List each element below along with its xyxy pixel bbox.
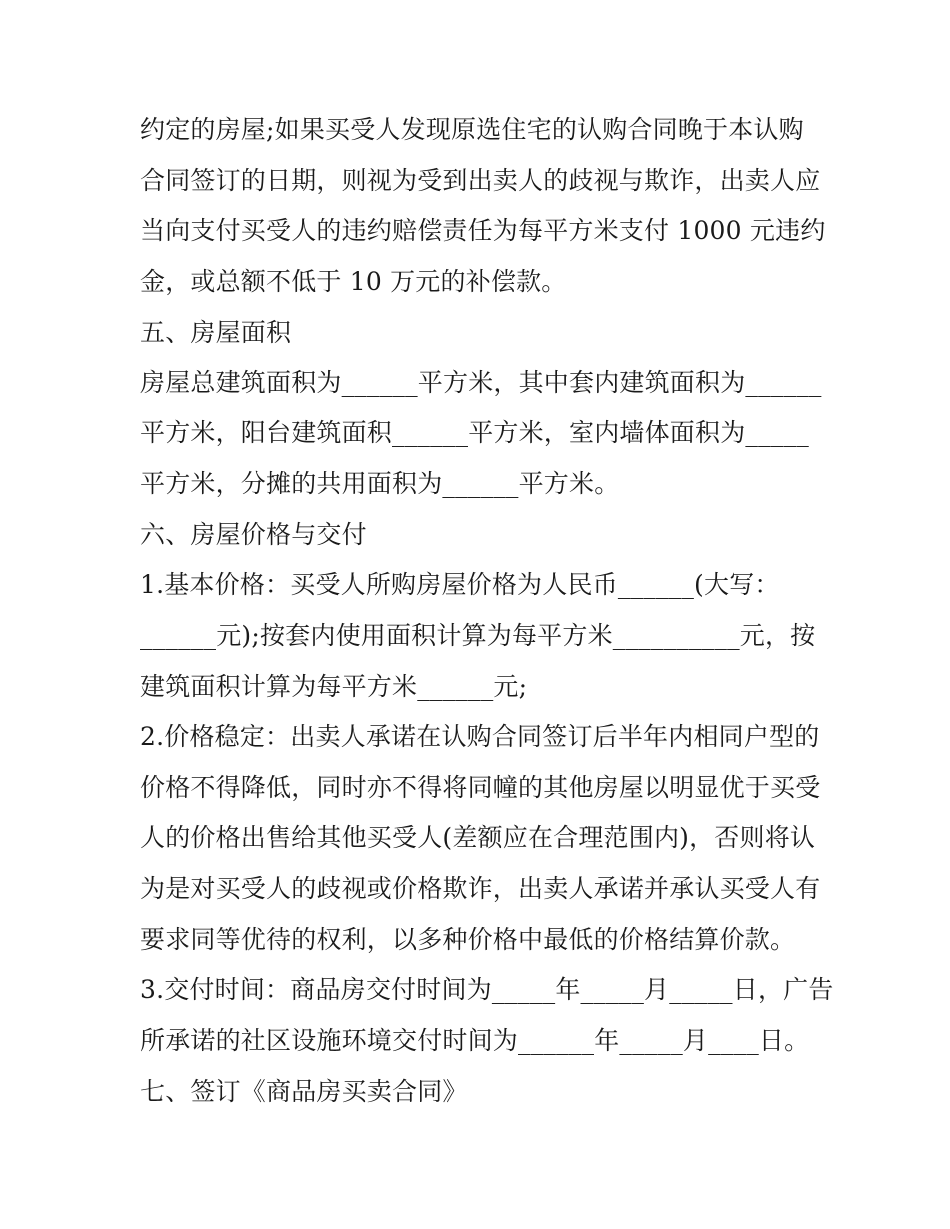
text-line: 当向支付买受人的违约赔偿责任为每平方米支付 1000 元违约 xyxy=(140,216,826,245)
text-line: 为是对买受人的歧视或价格欺诈，出卖人承诺并承认买受人有 xyxy=(140,874,821,903)
text-line: ______元);按套内使用面积计算为每平方米__________元，按 xyxy=(140,621,816,650)
text-line: 人的价格出售给其他买受人(差额应在合理范围内)，否则将认 xyxy=(140,823,816,852)
section-heading-contract: 七、签订《商品房买卖合同》 xyxy=(140,1077,468,1106)
text-line: 2.价格稳定：出卖人承诺在认购合同签订后半年内相同户型的 xyxy=(140,722,820,751)
text-line: 约定的房屋;如果买受人发现原选住宅的认购合同晚于本认购 xyxy=(140,115,804,144)
text-line: 3.交付时间：商品房交付时间为_____年_____月_____日，广告 xyxy=(140,975,834,1004)
text-line: 1.基本价格：买受人所购房屋价格为人民币______(大写： xyxy=(140,570,780,599)
text-line: 建筑面积计算为每平方米______元; xyxy=(140,672,528,701)
text-line: 房屋总建筑面积为______平方米，其中套内建筑面积为______ xyxy=(140,368,822,397)
text-line: 所承诺的社区设施环境交付时间为______年_____月____日。 xyxy=(140,1026,810,1055)
text-line: 金，或总额不低于 10 万元的补偿款。 xyxy=(140,267,567,296)
text-line: 平方米，分摊的共用面积为______平方米。 xyxy=(140,469,620,498)
text-line: 要求同等优待的权利，以多种价格中最低的价格结算价款。 xyxy=(140,925,796,954)
section-heading-price: 六、房屋价格与交付 xyxy=(140,520,367,549)
text-line: 合同签订的日期，则视为受到出卖人的歧视与欺诈，出卖人应 xyxy=(140,166,821,195)
section-heading-area: 五、房屋面积 xyxy=(140,318,292,347)
text-line: 价格不得降低，同时亦不得将同幢的其他房屋以明显优于买受 xyxy=(140,773,821,802)
text-line: 平方米，阳台建筑面积______平方米，室内墙体面积为_____ xyxy=(140,418,809,447)
